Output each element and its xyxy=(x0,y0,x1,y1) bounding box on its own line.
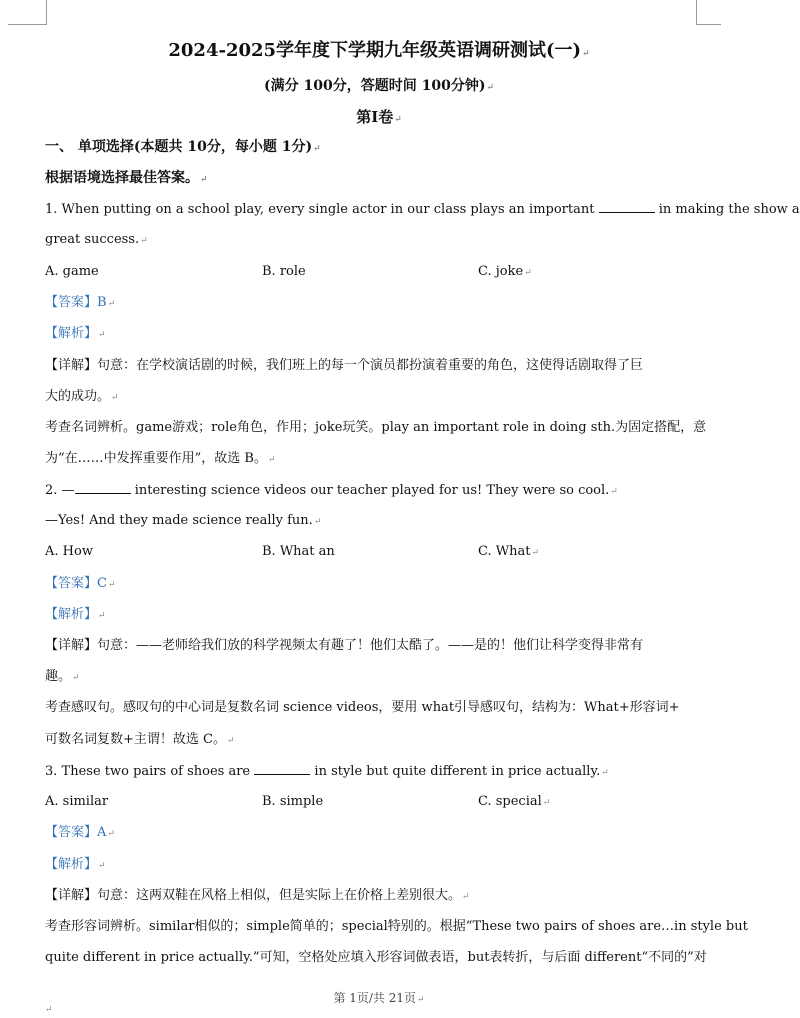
answer-blank xyxy=(599,200,655,213)
question-2-stem: 2. — interesting science videos our teacher played for us! They were so cool.↵ xyxy=(45,483,618,498)
question-2-reply: —Yes! And they made science really fun.↵ xyxy=(45,513,322,528)
document-title: 2024-2025学年度下学期九年级英语调研测试(一)↵ xyxy=(168,40,590,61)
question-1-option-b: B. role xyxy=(262,264,306,279)
answer-blank xyxy=(75,481,131,494)
question-2-analysis: 【解析】↵ xyxy=(45,607,106,622)
section-heading: 一、 单项选择(本题共 10分，每小题 1分)↵ xyxy=(45,139,321,155)
question-1-answer: 【答案】B↵ xyxy=(45,295,116,310)
question-1-analysis: 【解析】↵ xyxy=(45,326,106,341)
question-1-detail-cont: 大的成功。↵ xyxy=(45,389,119,404)
page-footer: 第 1页/共 21页↵ xyxy=(333,991,425,1005)
question-3-detail: 【详解】句意：这两双鞋在风格上相似，但是实际上在价格上差别很大。↵ xyxy=(45,888,470,903)
question-3-analysis: 【解析】↵ xyxy=(45,857,106,872)
question-1-note-cont: 为“在……中发挥重要作用”，故选 B。↵ xyxy=(45,451,276,466)
question-3-option-b: B. simple xyxy=(262,794,324,809)
question-3-note: 考查形容词辨析。similar相似的；simple简单的；special特别的。根据“These two pairs of shoes are…in style but xyxy=(45,919,748,934)
question-2-answer: 【答案】C↵ xyxy=(45,576,116,591)
question-3-answer: 【答案】A↵ xyxy=(45,825,115,840)
crop-mark-top-right xyxy=(696,0,721,25)
question-1-note: 考查名词辨析。game游戏；role角色，作用；joke玩笑。play an important role in doing sth.为固定搭配，意 xyxy=(45,420,707,435)
answer-blank xyxy=(254,762,310,775)
question-2-option-c: C. What↵ xyxy=(478,544,540,559)
question-1-stem: 1. When putting on a school play, every single actor in our class plays an important in making the show a xyxy=(45,202,800,217)
question-3-note-cont: quite different in price actually.”可知，空格处应填入形容词做表语，but表转折，与后面 different“不同的”对 xyxy=(45,950,707,965)
question-1-detail: 【详解】句意：在学校演话剧的时候，我们班上的每一个演员都扮演着重要的角色，这使得话剧取得了巨 xyxy=(45,358,644,373)
question-2-option-b: B. What an xyxy=(262,544,335,559)
question-3-stem: 3. These two pairs of shoes are in style but quite different in price actually.↵ xyxy=(45,764,609,779)
instruction: 根据语境选择最佳答案。↵ xyxy=(45,170,208,186)
question-2-detail: 【详解】句意：——老师给我们放的科学视频太有趣了！他们太酷了。——是的！他们让科学变得非常有 xyxy=(45,638,644,653)
question-2-detail-cont: 趣。↵ xyxy=(45,669,80,684)
question-1-stem-cont: great success.↵ xyxy=(45,232,148,247)
question-3-option-a: A. similar xyxy=(45,794,109,809)
volume-heading: 第Ⅰ卷↵ xyxy=(356,108,402,126)
trailing-paragraph-mark: ↵ xyxy=(45,1005,53,1015)
question-1-option-c: C. joke↵ xyxy=(478,264,532,279)
question-1-option-a: A. game xyxy=(45,264,99,279)
question-3-option-c: C. special↵ xyxy=(478,794,551,809)
document-subtitle: (满分 100分，答题时间 100分钟)↵ xyxy=(264,78,494,94)
question-2-option-a: A. How xyxy=(45,544,93,559)
question-2-note-cont: 可数名词复数+主谓！故选 C。↵ xyxy=(45,732,235,747)
question-2-note: 考查感叹句。感叹句的中心词是复数名词 science videos，要用 what引导感叹句，结构为：What+形容词+ xyxy=(45,700,680,715)
crop-mark-top-left xyxy=(8,0,47,25)
